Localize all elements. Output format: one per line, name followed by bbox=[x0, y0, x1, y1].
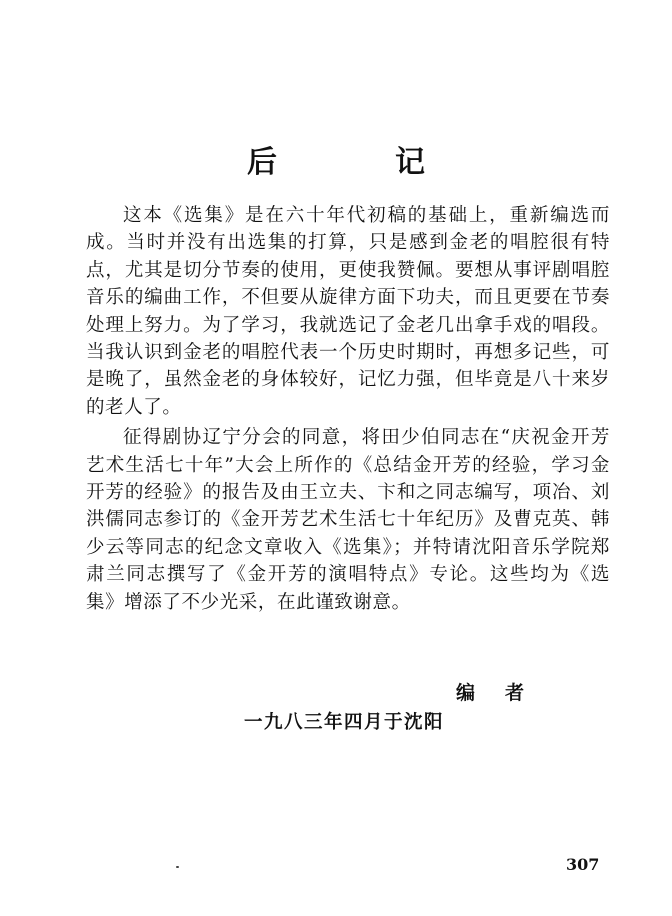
date-place-line: 一九八三年四月于沈阳 bbox=[244, 712, 445, 733]
scan-speck bbox=[176, 866, 179, 868]
paragraph-2: 征得剧协辽宁分会的同意，将田少伯同志在“庆祝金开芳艺术生活七十年”大会上所作的《总结金开芳的经验，学习金开芳的经验》的报告及由王立夫、卞和之同志编写，项冶、刘洪儒同志参订的《金开芳艺术生活七十年纪历》及曹克英、韩少云等同志的纪念文章收入《选集》；并特请沈阳音乐学院郑肃兰同志撰写了《金开芳的演唱特点》专论。这些均为《选集》增添了不少光采，在此谨致谢意。 bbox=[86, 427, 610, 613]
page-number: 307 bbox=[566, 855, 600, 874]
page-title: 后 记 bbox=[247, 145, 469, 180]
author-signature: 编者 bbox=[456, 682, 555, 704]
paragraph-1: 这本《选集》是在六十年代初稿的基础上，重新编选而成。当时并没有出选集的打算，只是感到金老的唱腔很有特点，尤其是切分节奏的使用，更使我赞佩。要想从事评剧唱腔音乐的编曲工作，不但要从旋律方面下功夫，而且更要在节奏处理上努力。为了学习，我就选记了金老几出拿手戏的唱段。当我认识到金老的唱腔代表一个历史时期时，再想多记些，可是晚了，虽然金老的身体较好，记忆力强，但毕竟是八十来岁的老人了。 bbox=[86, 205, 610, 418]
afterword-body bbox=[86, 202, 610, 616]
